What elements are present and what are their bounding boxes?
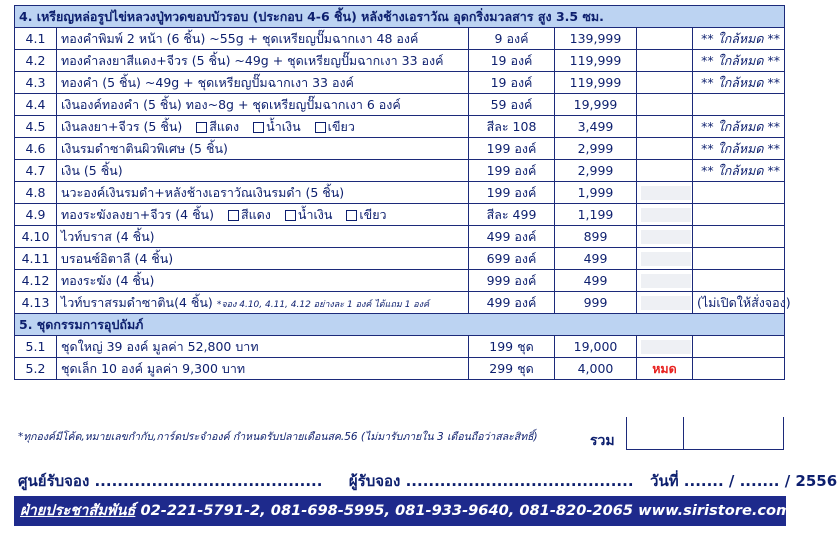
- row-status-note: ** ใกล้หมด **: [693, 138, 785, 160]
- row-item: [57, 28, 469, 50]
- row-price: 139,999: [555, 28, 637, 50]
- row-item: ชุดเล็ก 10 องค์ มูลค่า 9,300 บาท: [57, 358, 469, 380]
- item-label: เงินองค์ทองคำ (5 ชิ้น) ทอง~8g + ชุดเหรียญปั๊มฉากเงา 6 องค์: [61, 96, 401, 112]
- color-checkbox[interactable]: [346, 210, 357, 221]
- row-quantity: สีละ 108: [469, 116, 555, 138]
- table-row: [15, 182, 785, 204]
- row-number: 4.5: [15, 116, 57, 138]
- row-number: 5.1: [15, 336, 57, 358]
- row-number: 4.9: [15, 204, 57, 226]
- total-field[interactable]: [626, 417, 684, 450]
- order-qty-field[interactable]: [637, 50, 693, 72]
- item-label: เงินรมดำซาตินผิวพิเศษ (5 ชิ้น): [61, 140, 228, 156]
- row-price: 119,999: [555, 72, 637, 94]
- table-row: [15, 336, 785, 358]
- footer-label: ฝ่ายประชาสัมพันธ์: [20, 502, 136, 519]
- row-item: [57, 72, 469, 94]
- signature-line: [18, 469, 837, 493]
- item-label: ทองระฆังลงยา+จีวร (4 ชิ้น): [61, 206, 214, 222]
- row-quantity: สีละ 499: [469, 204, 555, 226]
- row-price: 19,999: [555, 94, 637, 116]
- row-quantity: 199 ชุด: [469, 336, 555, 358]
- footnote: *ทุกองค์มีโค้ด,หมายเลขกำกับ,การ์ดประจำองค์ กำหนดรับปลายเดือนสค.56 (ไม่มารับภายใน 3 เดือนถือว่าสละสิทธิ์): [18, 431, 538, 443]
- order-input-placeholder[interactable]: [641, 186, 691, 200]
- row-price: 1,199: [555, 204, 637, 226]
- row-price: 2,999: [555, 160, 637, 182]
- order-input-placeholder[interactable]: [641, 208, 691, 222]
- row-number: 4.12: [15, 270, 57, 292]
- color-checkbox[interactable]: [315, 122, 326, 133]
- row-item: [57, 204, 469, 226]
- row-item: [57, 226, 469, 248]
- row-price: 499: [555, 270, 637, 292]
- color-option-label: น้ำเงิน: [266, 118, 301, 134]
- soldout-label: หมด: [637, 358, 693, 380]
- row-quantity: 199 องค์: [469, 138, 555, 160]
- row-quantity: 199 องค์: [469, 182, 555, 204]
- row-price: 999: [555, 292, 637, 314]
- row-item: [57, 292, 469, 314]
- row-price: 2,999: [555, 138, 637, 160]
- row-price: 899: [555, 226, 637, 248]
- color-checkbox[interactable]: [228, 210, 239, 221]
- row-quantity: 699 องค์: [469, 248, 555, 270]
- row-number: 4.1: [15, 28, 57, 50]
- order-qty-field[interactable]: [637, 116, 693, 138]
- row-status-note: [693, 182, 785, 204]
- row-number: 5.2: [15, 358, 57, 380]
- row-item: [57, 248, 469, 270]
- row-status-note: ** ใกล้หมด **: [693, 50, 785, 72]
- order-input-placeholder[interactable]: [641, 296, 691, 310]
- row-item: [57, 50, 469, 72]
- item-label: เงินลงยา+จีวร (5 ชิ้น): [61, 118, 183, 134]
- row-status-note: ** ใกล้หมด **: [693, 28, 785, 50]
- row-item: [57, 94, 469, 116]
- row-status-note: [693, 204, 785, 226]
- row-quantity: 19 องค์: [469, 72, 555, 94]
- item-label: ทองคำพิมพ์ 2 หน้า (6 ชิ้น) ~55g + ชุดเหรียญปั๊มฉากเงา 48 องค์: [61, 30, 419, 46]
- item-label: เงิน (5 ชิ้น): [61, 162, 123, 178]
- table-row: [15, 292, 785, 314]
- row-status-note: ** ใกล้หมด **: [693, 116, 785, 138]
- row-status-note: [693, 248, 785, 270]
- table-row: [15, 72, 785, 94]
- row-number: 4.7: [15, 160, 57, 182]
- order-qty-field[interactable]: [637, 292, 693, 314]
- row-item: ชุดใหญ่ 39 องค์ มูลค่า 52,800 บาท: [57, 336, 469, 358]
- item-label: ไวท์บราส (4 ชิ้น): [61, 228, 155, 244]
- item-label: นวะองค์เงินรมดำ+หลังช้างเอราวัณเงินรมดำ (5 ชิ้น): [61, 184, 345, 200]
- footer-contacts: 02-221-5791-2, 081-698-5995, 081-933-9640, 081-820-2065 www.siristore.com: [140, 502, 792, 519]
- row-status-note: (ไม่เปิดให้สั่งจอง): [693, 292, 785, 314]
- reservation-center-field[interactable]: ศูนย์รับจอง ........................................: [18, 472, 323, 490]
- row-number: 4.8: [15, 182, 57, 204]
- row-price: 119,999: [555, 50, 637, 72]
- row-item: [57, 116, 469, 138]
- row-item: [57, 138, 469, 160]
- section5-title: 5. ชุดกรรมการอุปถัมภ์: [15, 314, 785, 336]
- order-qty-field[interactable]: [637, 138, 693, 160]
- row-quantity: 499 องค์: [469, 226, 555, 248]
- row-status-note: [693, 358, 785, 380]
- order-qty-field[interactable]: [637, 94, 693, 116]
- order-qty-field[interactable]: [637, 182, 693, 204]
- row-number: 4.13: [15, 292, 57, 314]
- table-row: [15, 116, 785, 138]
- color-option-label: เขียว: [359, 206, 387, 222]
- row-number: 4.10: [15, 226, 57, 248]
- order-qty-field[interactable]: [637, 28, 693, 50]
- total-label: รวม: [590, 433, 615, 449]
- order-qty-field[interactable]: [637, 336, 693, 358]
- table-row: [15, 28, 785, 50]
- row-status-note: [693, 336, 785, 358]
- order-form: [14, 5, 791, 380]
- table-row: [15, 138, 785, 160]
- color-option-label: สีแดง: [240, 206, 271, 222]
- row-status-note: ** ใกล้หมด **: [693, 160, 785, 182]
- table-row: [15, 160, 785, 182]
- table-row: [15, 94, 785, 116]
- section5-header: [15, 314, 785, 336]
- color-option-label: น้ำเงิน: [297, 206, 333, 222]
- row-price: 4,000: [555, 358, 637, 380]
- color-option-label: สีแดง: [209, 118, 240, 134]
- total-extra-field: [682, 417, 784, 450]
- item-label: ไวท์บราสรมดำซาติน(4 ชิ้น): [61, 294, 213, 310]
- section4-title: 4. เหรียญหล่อรูปไข่หลวงปู่ทวดขอบบัวรอบ (ประกอบ 4-6 ชิ้น) หลังช้างเอราวัณ อุดกริ่งมวลสาร สูง 3.5 ซม.: [15, 6, 785, 28]
- order-qty-field[interactable]: [637, 160, 693, 182]
- order-qty-field[interactable]: [637, 248, 693, 270]
- row-quantity: 199 องค์: [469, 160, 555, 182]
- row-quantity: 59 องค์: [469, 94, 555, 116]
- row-status-note: [693, 226, 785, 248]
- row-number: 4.4: [15, 94, 57, 116]
- row-status-note: ** ใกล้หมด **: [693, 72, 785, 94]
- item-label: ทองระฆัง (4 ชิ้น): [61, 272, 155, 288]
- date-field[interactable]: วันที่ ....... / ....... / 2556: [650, 472, 837, 490]
- row-status-note: [693, 270, 785, 292]
- color-checkbox[interactable]: [253, 122, 264, 133]
- row-number: 4.6: [15, 138, 57, 160]
- table-row: [15, 50, 785, 72]
- section4-header: [15, 6, 785, 28]
- order-input-placeholder[interactable]: [641, 230, 691, 244]
- row-number: 4.2: [15, 50, 57, 72]
- item-label: ทองคำ (5 ชิ้น) ~49g + ชุดเหรียญปั๊มฉากเงา 33 องค์: [61, 74, 354, 90]
- receiver-field[interactable]: ผู้รับจอง ........................................: [348, 472, 634, 490]
- row-price: 499: [555, 248, 637, 270]
- row-number: 4.11: [15, 248, 57, 270]
- table-row: [15, 358, 785, 380]
- row-price: 19,000: [555, 336, 637, 358]
- table-row: [15, 270, 785, 292]
- row-price: 3,499: [555, 116, 637, 138]
- row-quantity: 299 ชุด: [469, 358, 555, 380]
- order-qty-field[interactable]: [637, 270, 693, 292]
- row-item: [57, 270, 469, 292]
- row-quantity: 499 องค์: [469, 292, 555, 314]
- item-label: ทองคำลงยาสีแดง+จีวร (5 ชิ้น) ~49g + ชุดเหรียญปั๊มฉากเงา 33 องค์: [61, 52, 444, 68]
- row-item: [57, 160, 469, 182]
- order-input-placeholder[interactable]: [641, 340, 691, 354]
- row-quantity: 999 องค์: [469, 270, 555, 292]
- table-row: [15, 226, 785, 248]
- row-quantity: 19 องค์: [469, 50, 555, 72]
- order-qty-field[interactable]: [637, 226, 693, 248]
- order-qty-field[interactable]: [637, 72, 693, 94]
- order-input-placeholder[interactable]: [641, 252, 691, 266]
- row-quantity: 9 องค์: [469, 28, 555, 50]
- row-price: 1,999: [555, 182, 637, 204]
- order-qty-field[interactable]: [637, 204, 693, 226]
- order-table: [14, 5, 791, 380]
- item-label: บรอนซ์อิตาลี (4 ชิ้น): [61, 250, 174, 266]
- color-checkbox[interactable]: [285, 210, 296, 221]
- order-input-placeholder[interactable]: [641, 274, 691, 288]
- color-checkbox[interactable]: [196, 122, 207, 133]
- row-status-note: [693, 94, 785, 116]
- item-note: *จอง 4.10, 4.11, 4.12 อย่างละ 1 องค์ ได้แถม 1 องค์: [216, 299, 430, 310]
- row-number: 4.3: [15, 72, 57, 94]
- row-item: [57, 182, 469, 204]
- table-row: [15, 248, 785, 270]
- contact-footer: [14, 496, 792, 526]
- table-row: [15, 204, 785, 226]
- color-option-label: เขียว: [327, 118, 355, 134]
